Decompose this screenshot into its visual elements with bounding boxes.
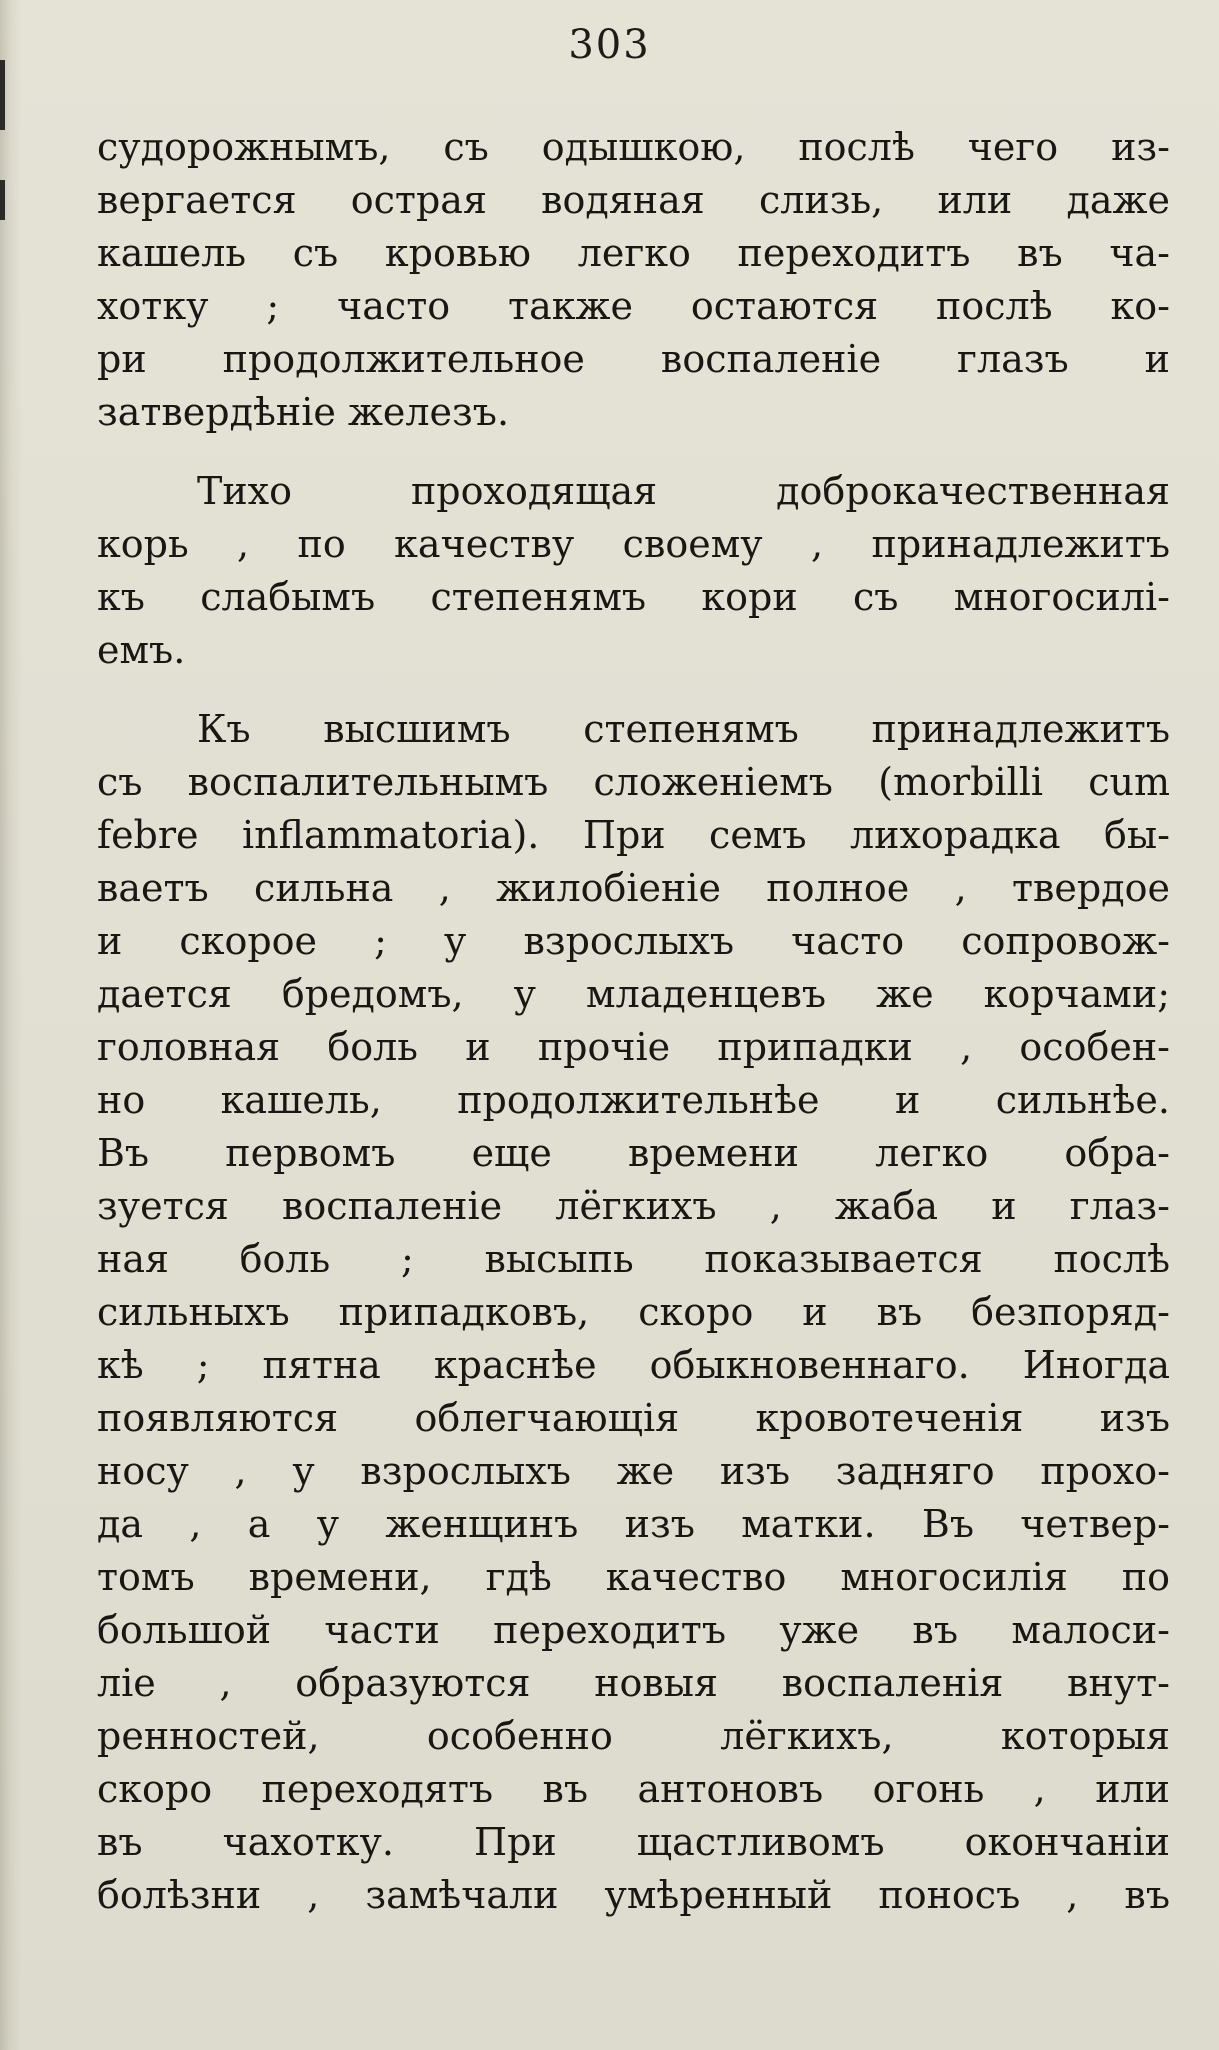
text-line: корь , по качеству своему , принадлежитъ xyxy=(97,522,1170,566)
text-line: ренностей, особенно лёгкихъ, которыя xyxy=(97,1714,1170,1758)
text-line: въ чахотку. При щастливомъ окончаніи xyxy=(97,1820,1170,1864)
text-line: но кашель, продолжительнѣе и сильнѣе. xyxy=(97,1078,1170,1122)
text-line: ваетъ сильна , жилобіеніе полное , твердое xyxy=(97,866,1170,910)
text-line: скоро переходятъ въ антоновъ огонь , или xyxy=(97,1767,1170,1811)
text-line: хотку ; часто также остаются послѣ ко- xyxy=(97,284,1170,328)
text-line: Тихо проходящая доброкачественная xyxy=(197,469,1170,513)
text-line: ліе , образуются новыя воспаленія внут- xyxy=(97,1661,1170,1705)
paragraph xyxy=(97,121,1170,439)
binding-edge-mark xyxy=(0,60,5,130)
binding-edge-mark xyxy=(0,180,5,220)
text-line: кѣ ; пятна краснѣе обыкновеннаго. Иногда xyxy=(97,1343,1170,1387)
text-line: сильныхъ припадковъ, скоро и въ безпоряд- xyxy=(97,1290,1170,1334)
page-number: 303 xyxy=(568,22,651,68)
text-line: вергается острая водяная слизь, или даже xyxy=(97,178,1170,222)
text-line: большой части переходитъ уже въ малоси- xyxy=(97,1608,1170,1652)
paragraph-gap xyxy=(97,677,1170,703)
text-line: да , а у женщинъ изъ матки. Въ четвер- xyxy=(97,1502,1170,1546)
text-line: томъ времени, гдѣ качество многосилія по xyxy=(97,1555,1170,1599)
text-line: кашель съ кровью легко переходитъ въ ча- xyxy=(97,231,1170,275)
text-line: Къ высшимъ степенямъ принадлежитъ xyxy=(197,707,1170,751)
text-line: зуется воспаленіе лёгкихъ , жаба и глаз- xyxy=(97,1184,1170,1228)
text-line: къ слабымъ степенямъ кори съ многосилі- xyxy=(97,575,1170,619)
text-line: дается бредомъ, у младенцевъ же корчами; xyxy=(97,972,1170,1016)
text-line: ная боль ; высыпь показывается послѣ xyxy=(97,1237,1170,1281)
body-text xyxy=(97,121,1170,1922)
text-line: болѣзни , замѣчали умѣренный поносъ , въ xyxy=(97,1873,1170,1917)
text-line: затвердѣніе железъ. xyxy=(97,390,510,434)
text-line: съ воспалительнымъ сложеніемъ (morbilli cum xyxy=(97,760,1170,804)
text-line: ри продолжительное воспаленіе глазъ и xyxy=(97,337,1170,381)
text-line: появляются облегчающія кровотеченія изъ xyxy=(97,1396,1170,1440)
text-line: судорожнымъ, съ одышкою, послѣ чего из- xyxy=(97,125,1170,169)
text-line: и скорое ; у взрослыхъ часто сопровож- xyxy=(97,919,1170,963)
text-line: Въ первомъ еще времени легко обра- xyxy=(97,1131,1170,1175)
text-line: головная боль и прочіе припадки , особен- xyxy=(97,1025,1170,1069)
text-line: febre inflammatoria). При семъ лихорадка бы- xyxy=(97,813,1170,857)
paragraph xyxy=(97,703,1170,1922)
text-line: носу , у взрослыхъ же изъ задняго прохо- xyxy=(97,1449,1170,1493)
text-line: емъ. xyxy=(97,628,186,672)
paragraph xyxy=(97,465,1170,677)
paragraph-gap xyxy=(97,439,1170,465)
